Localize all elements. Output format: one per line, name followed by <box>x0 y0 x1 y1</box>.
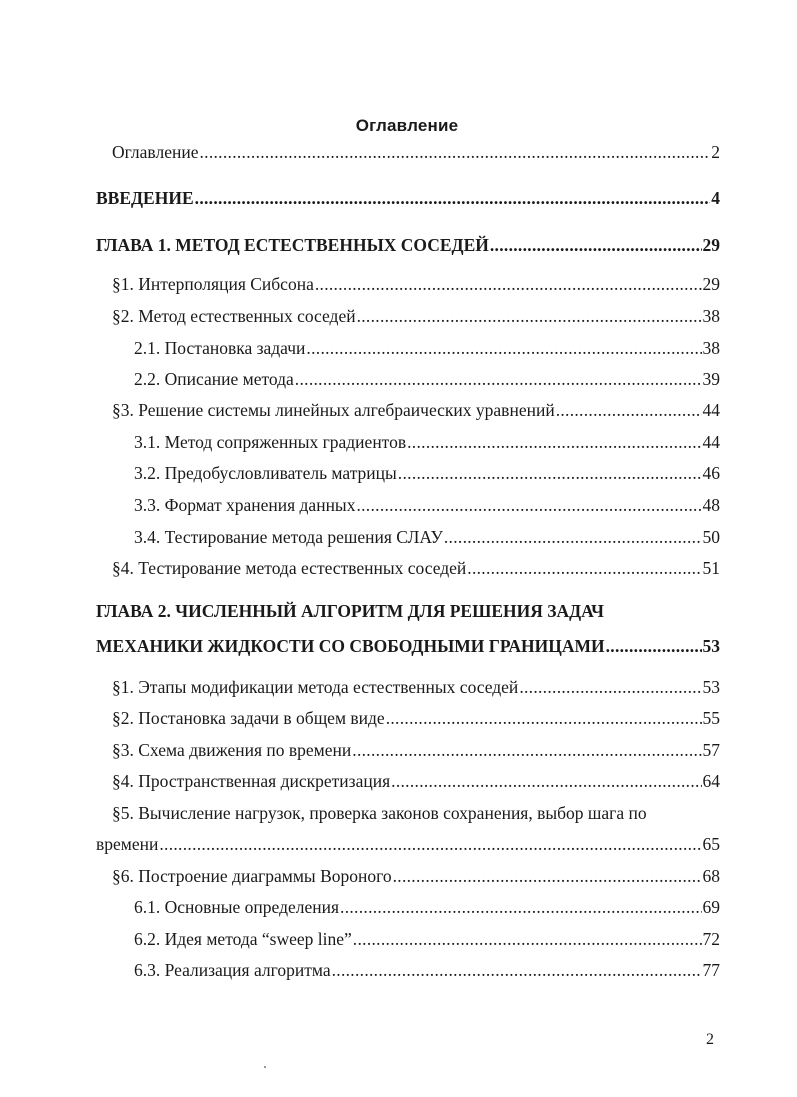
toc-entry-label: 6.2. Идея метода “sweep line” <box>134 929 352 949</box>
toc-entry-label: §2. Постановка задачи в общем виде <box>112 708 385 728</box>
toc-entry[interactable] <box>112 771 720 792</box>
toc-entry[interactable] <box>134 929 720 950</box>
toc-entry-page: 68 <box>702 866 720 886</box>
toc-entry[interactable] <box>112 306 720 327</box>
toc-entry-label: §6. Построение диаграммы Вороного <box>112 866 392 886</box>
toc-chapter-entry[interactable] <box>96 235 720 256</box>
toc-entry-page: 65 <box>702 834 720 854</box>
dot-leader <box>357 306 702 327</box>
toc-entry[interactable] <box>134 527 720 548</box>
toc-entry-page: 29 <box>702 235 720 255</box>
dot-leader <box>306 338 701 359</box>
toc-entry-page: 48 <box>702 495 720 515</box>
toc-entry-label: §2. Метод естественных соседей <box>112 306 356 326</box>
toc-chapter-entry-line1[interactable]: ГЛАВА 2. ЧИСЛЕННЫЙ АЛГОРИТМ ДЛЯ РЕШЕНИЯ ЗАДАЧ <box>96 601 604 621</box>
dot-leader <box>356 495 701 516</box>
toc-entry[interactable] <box>134 338 720 359</box>
toc-entry-label: Оглавление <box>112 142 199 162</box>
toc-entry-page: 2 <box>711 142 720 162</box>
toc-entry[interactable] <box>96 188 720 209</box>
dot-leader <box>332 960 702 981</box>
toc-entry[interactable] <box>112 708 720 729</box>
toc-entry-label: 6.3. Реализация алгоритма <box>134 960 331 980</box>
toc-entry[interactable] <box>134 432 720 453</box>
toc-entry[interactable] <box>112 677 720 698</box>
toc-entry-page: 55 <box>702 708 720 728</box>
toc-entry-label: 2.2. Описание метода <box>134 369 294 389</box>
toc-chapter-entry[interactable] <box>96 636 720 657</box>
dot-leader <box>407 432 701 453</box>
toc-entry-page: 53 <box>702 636 720 656</box>
dot-leader <box>519 677 701 698</box>
dot-leader <box>315 274 702 295</box>
toc-entry-page: 29 <box>702 274 720 294</box>
toc-entry-page: 51 <box>702 558 720 578</box>
toc-entry-line1[interactable]: §5. Вычисление нагрузок, проверка законов сохранения, выбор шага по <box>112 803 647 823</box>
toc-entry-page: 44 <box>702 432 720 452</box>
scan-speck <box>264 1066 266 1068</box>
dot-leader <box>556 400 702 421</box>
toc-entry-label: §3. Схема движения по времени <box>112 740 352 760</box>
dot-leader <box>467 558 701 579</box>
toc-entry[interactable] <box>112 558 720 579</box>
dot-leader <box>398 463 702 484</box>
toc-entry-label: 3.2. Предобусловливатель матрицы <box>134 463 397 483</box>
toc-entry-page: 64 <box>702 771 720 791</box>
toc-entry[interactable] <box>134 463 720 484</box>
toc-entry-label: §3. Решение системы линейных алгебраических уравнений <box>112 400 555 420</box>
dot-leader <box>393 866 702 887</box>
toc-entry[interactable] <box>134 960 720 981</box>
dot-leader <box>159 834 701 855</box>
dot-leader <box>386 708 702 729</box>
toc-entry[interactable] <box>134 369 720 390</box>
toc-entry-page: 4 <box>711 188 720 208</box>
toc-entry-page: 38 <box>702 306 720 326</box>
toc-entry-page: 46 <box>702 463 720 483</box>
dot-leader <box>391 771 701 792</box>
toc-entry-page: 72 <box>702 929 720 949</box>
toc-entry-page: 38 <box>702 338 720 358</box>
dot-leader <box>195 188 711 209</box>
toc-entry-page: 39 <box>702 369 720 389</box>
toc-entry-label: 3.4. Тестирование метода решения СЛАУ <box>134 527 443 547</box>
toc-entry[interactable] <box>112 142 720 163</box>
toc-entry[interactable] <box>96 834 720 855</box>
toc-entry-page: 69 <box>702 897 720 917</box>
toc-entry[interactable] <box>112 740 720 761</box>
toc-heading: Оглавление <box>355 116 459 135</box>
toc-entry-label: 3.3. Формат хранения данных <box>134 495 356 515</box>
toc-entry-label: ГЛАВА 1. МЕТОД ЕСТЕСТВЕННЫХ СОСЕДЕЙ <box>96 235 489 255</box>
toc-entry-label: §4. Пространственная дискретизация <box>112 771 391 791</box>
toc-entry[interactable] <box>112 866 720 887</box>
toc-entry-page: 77 <box>702 960 720 980</box>
toc-entry-page: 50 <box>702 527 720 547</box>
toc-entry-label: МЕХАНИКИ ЖИДКОСТИ СО СВОБОДНЫМИ ГРАНИЦАМИ <box>96 636 605 656</box>
toc-entry-label: 3.1. Метод сопряженных градиентов <box>134 432 407 452</box>
dot-leader <box>295 369 702 390</box>
toc-entry-label: времени <box>96 834 159 854</box>
toc-entry-label: §1. Этапы модификации метода естественных соседей <box>112 677 519 697</box>
dot-leader <box>606 636 702 657</box>
toc-entry[interactable] <box>134 495 720 516</box>
toc-entry-label: ВВЕДЕНИЕ <box>96 188 194 208</box>
dot-leader <box>340 897 701 918</box>
toc-entry[interactable] <box>134 897 720 918</box>
toc-entry-label: 6.1. Основные определения <box>134 897 340 917</box>
toc-entry-label: §1. Интерполяция Сибсона <box>112 274 314 294</box>
toc-entry-label: 2.1. Постановка задачи <box>134 338 306 358</box>
dot-leader <box>444 527 702 548</box>
toc-entry[interactable] <box>112 274 720 295</box>
toc-entry[interactable] <box>112 400 720 421</box>
toc-entry-label: §4. Тестирование метода естественных соседей <box>112 558 467 578</box>
dot-leader <box>490 235 702 256</box>
dot-leader <box>353 929 702 950</box>
page-number: 2 <box>706 1031 714 1048</box>
toc-entry-page: 44 <box>702 400 720 420</box>
toc-entry-page: 57 <box>702 740 720 760</box>
dot-leader <box>352 740 701 761</box>
toc-entry-page: 53 <box>702 677 720 697</box>
dot-leader <box>199 142 710 163</box>
